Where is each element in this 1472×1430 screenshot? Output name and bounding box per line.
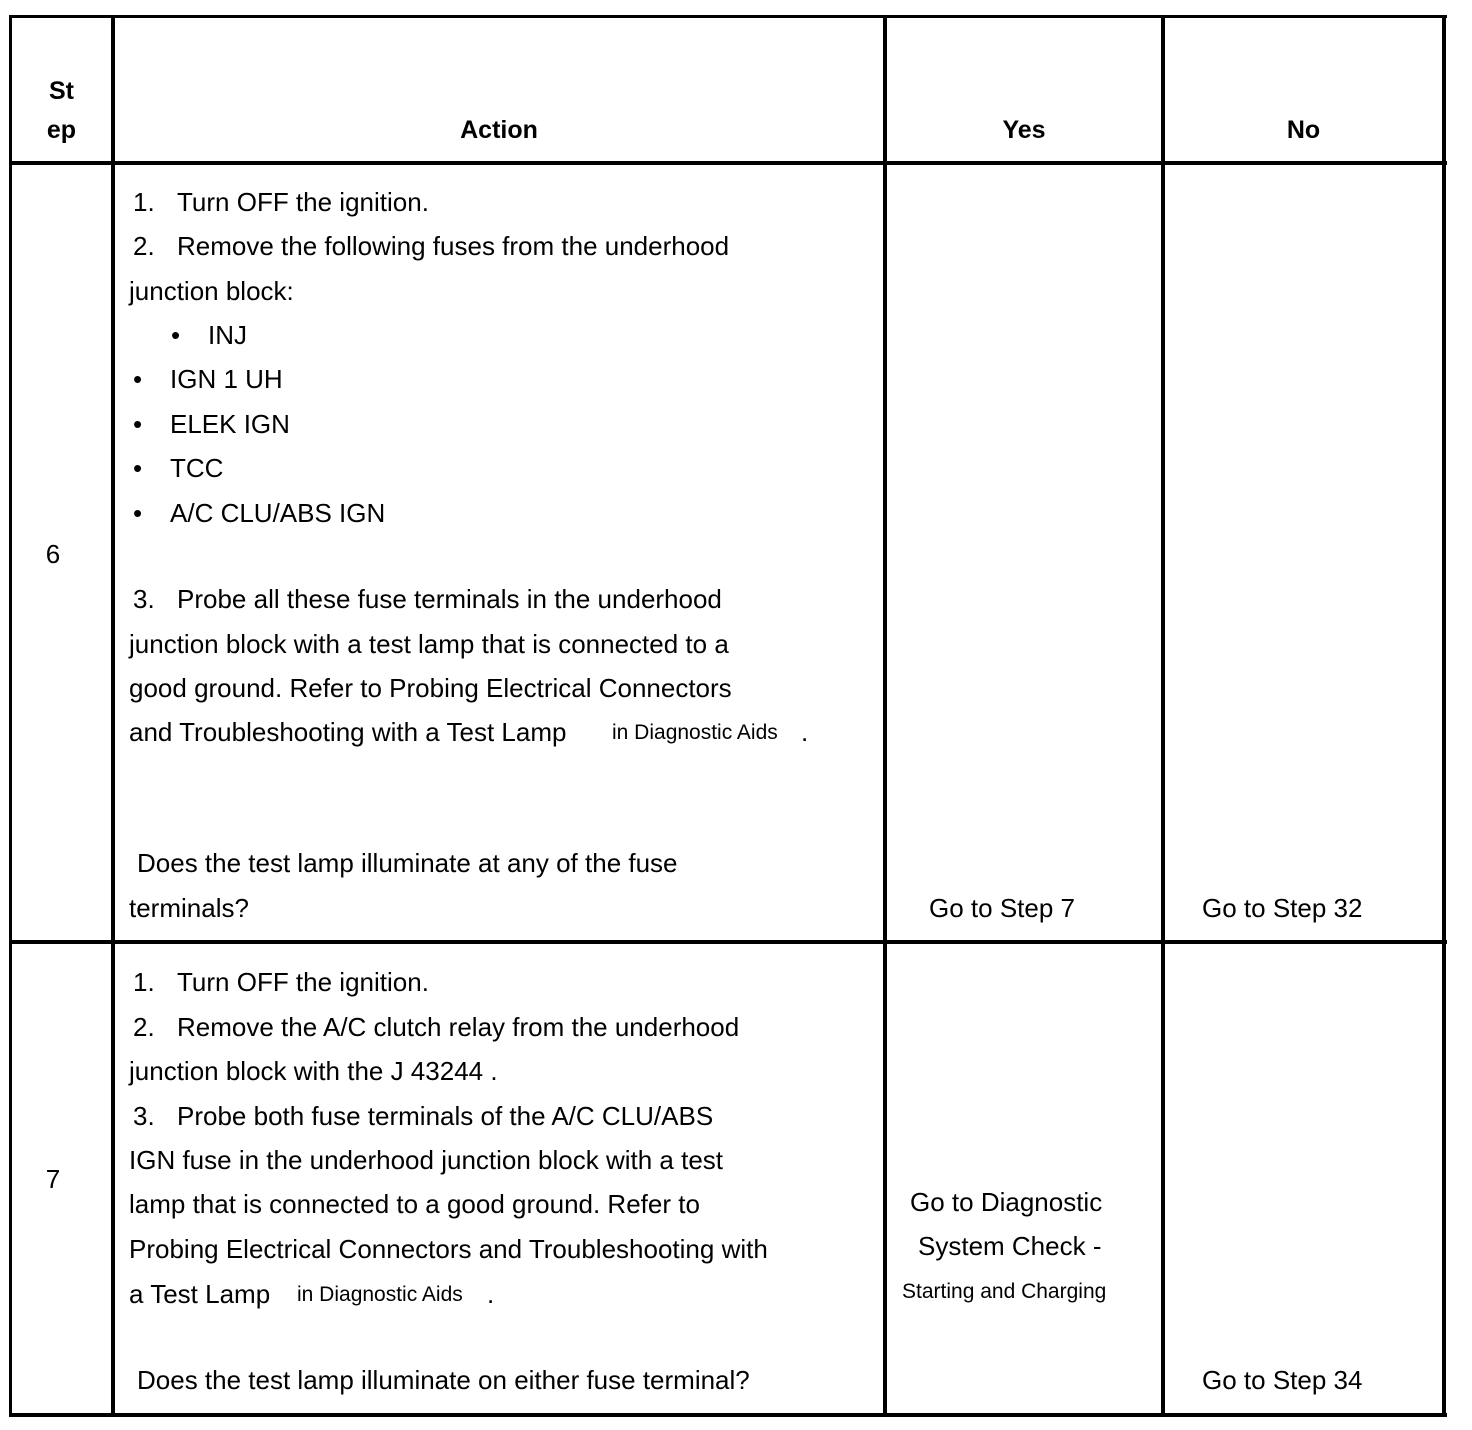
table-left-border (9, 15, 12, 1417)
list-number: 2. (133, 1012, 155, 1042)
question-text: terminals? (129, 893, 249, 923)
header-bottom-border (9, 161, 1447, 165)
bullet: • (133, 498, 143, 528)
reference-link[interactable]: in Diagnostic Aids (297, 1283, 463, 1306)
no-result-link[interactable]: Go to Step 34 (1202, 1365, 1363, 1395)
table-top-border (9, 15, 1447, 18)
list-number: 2. (133, 231, 155, 261)
action-text: Turn OFF the ignition. (177, 967, 429, 997)
yes-result-link[interactable]: Go to Step 7 (929, 893, 1075, 923)
action-text: lamp that is connected to a good ground. Refer to (129, 1189, 700, 1219)
action-text: good ground. Refer to Probing Electrical Connectors (129, 673, 732, 703)
action-text: junction block with a test lamp that is connected to a (129, 629, 729, 659)
action-text: IGN fuse in the underhood junction block with a test (129, 1145, 724, 1175)
table-bottom-border (9, 1413, 1447, 1417)
header-action: Action (460, 116, 538, 144)
yes-result-link[interactable]: Go to Diagnostic (910, 1187, 1103, 1217)
action-text: Remove the A/C clutch relay from the underhood (177, 1012, 740, 1042)
action-text: a Test Lamp (129, 1279, 271, 1309)
bullet: • (133, 453, 143, 483)
question-text: Does the test lamp illuminate on either fuse terminal? (137, 1365, 750, 1395)
header-yes: Yes (1002, 116, 1046, 144)
yes-column-divider (1161, 15, 1165, 1417)
row-divider (9, 940, 1447, 944)
step-number: 6 (45, 539, 61, 569)
no-result-link[interactable]: Go to Step 32 (1202, 893, 1363, 923)
action-text: Probe all these fuse terminals in the underhood (177, 584, 722, 614)
header-no: No (1286, 116, 1321, 144)
list-number: 1. (133, 187, 155, 217)
action-text: junction block: (129, 276, 294, 306)
action-text: Turn OFF the ignition. (177, 187, 429, 217)
fuse-name: IGN 1 UH (170, 364, 283, 394)
action-text: Probing Electrical Connectors and Troubleshooting with (129, 1234, 768, 1264)
action-text: junction block with the J 43244 . (129, 1056, 498, 1086)
step-number: 7 (45, 1164, 61, 1194)
reference-link[interactable]: in Diagnostic Aids (612, 721, 778, 744)
action-text: Probe both fuse terminals of the A/C CLU/ABS (177, 1101, 714, 1131)
fuse-name: TCC (170, 453, 224, 483)
action-column-divider (883, 15, 887, 1417)
action-text: and Troubleshooting with a Test Lamp (129, 717, 567, 747)
yes-result-link[interactable]: System Check - (918, 1231, 1102, 1261)
period: . (487, 1279, 495, 1309)
fuse-name: A/C CLU/ABS IGN (170, 498, 386, 528)
yes-result-link[interactable]: Starting and Charging (902, 1280, 1107, 1303)
period: . (801, 717, 809, 747)
step-column-divider (111, 15, 115, 1417)
bullet: • (171, 320, 181, 350)
list-number: 3. (133, 1101, 155, 1131)
fuse-name: INJ (208, 320, 247, 350)
list-number: 1. (133, 967, 155, 997)
bullet: • (133, 409, 143, 439)
header-step-line1: St (49, 77, 74, 105)
fuse-name: ELEK IGN (170, 409, 290, 439)
action-text: Remove the following fuses from the underhood (177, 231, 730, 261)
list-number: 3. (133, 584, 155, 614)
table-right-border (1442, 15, 1446, 1417)
bullet: • (133, 364, 143, 394)
header-step-line2: ep (46, 116, 77, 144)
question-text: Does the test lamp illuminate at any of the fuse (137, 848, 678, 878)
